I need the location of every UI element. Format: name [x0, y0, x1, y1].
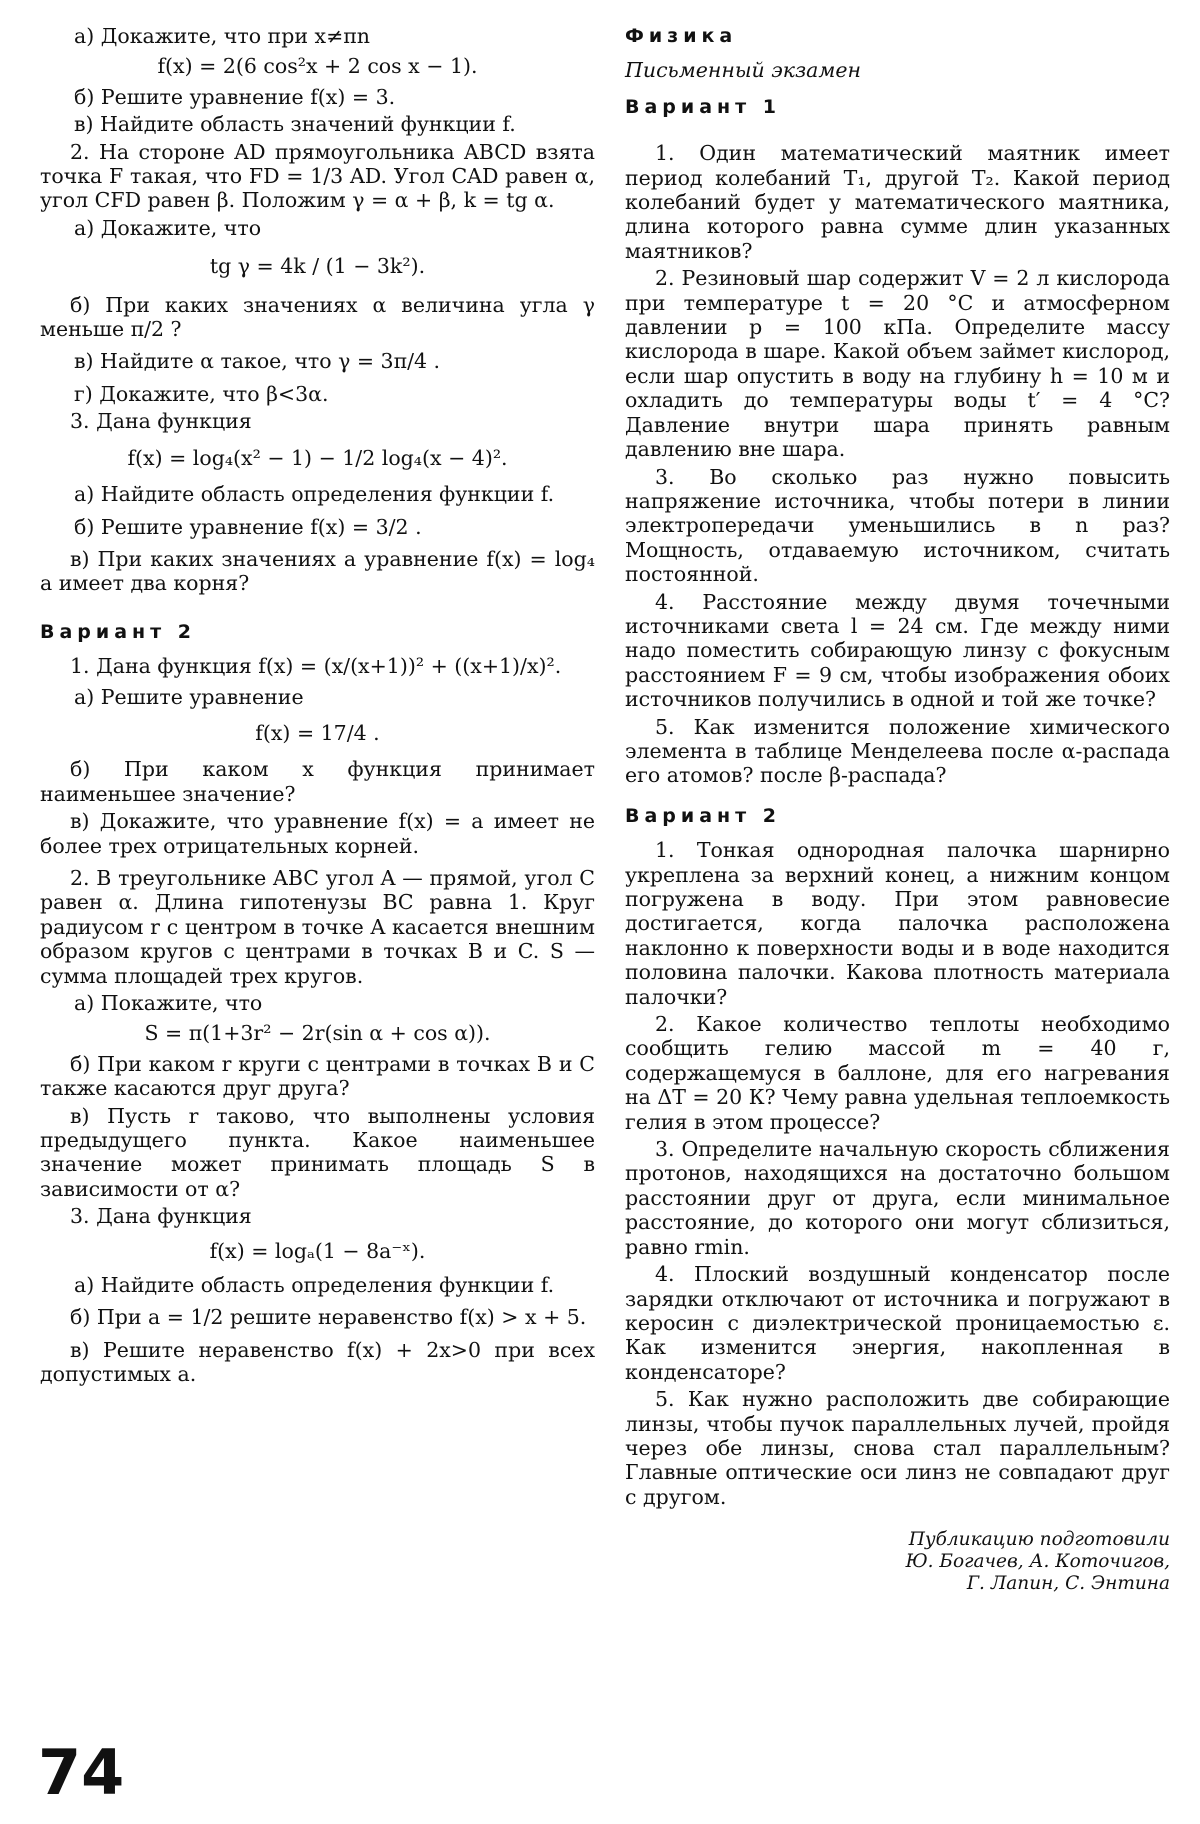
page-number: 74 — [38, 1736, 125, 1809]
physics-problem: 5. Как нужно расположить две собирающие линзы, чтобы пучок параллельных лучей, пройдя через обе линзы, снова стал параллельным? Главные оптические оси линз не совпадают друг с другом. — [625, 1387, 1170, 1509]
task-2-text: 2. На стороне AD прямоугольника ABCD взята точка F такая, что FD = 1/3 AD. Угол CAD равен α, угол CFD равен β. Положим γ = α + β, k = tg α. — [40, 139, 595, 213]
task-part-v: в) Найдите область значений функции f. — [74, 112, 516, 137]
v2-task-3-part-a: а) Найдите область определения функции f. — [74, 1273, 555, 1298]
variant-2-heading: Вариант 2 — [625, 804, 782, 827]
v2-task-1-part-b: б) При каком x функция принимает наименьшее значение? — [40, 757, 595, 806]
physics-problem: 3. Во сколько раз нужно повысить напряжение источника, чтобы потери в линии электропередачи уменьшились в n раз? Мощность, отдаваемую источником, считать постоянной. — [625, 464, 1170, 587]
v2-task-2-part-a: а) Покажите, что — [74, 991, 263, 1015]
task-3-part-v: в) При каких значениях a уравнение f(x) = log₄ a имеет два корня? — [40, 546, 595, 596]
task-3-part-a: а) Найдите область определения функции f. — [74, 482, 555, 507]
physics-problem: 2. Резиновый шар содержит V = 2 л кислорода при температуре t = 20 °C и атмосферном давлении p = 100 кПа. Определите массу кислорода в шаре. Какой объем займет кислород, если шар опустить в воду на глубину h = 10 м и охладить до температуры воды t′ = 4 °C? Давление внутри шара принять равным давлению вне шара. — [625, 266, 1170, 462]
task-3-part-b: б) Решите уравнение f(x) = 3/2 . — [74, 514, 422, 539]
v2-task-2: 2. В треугольнике ABC угол A — прямой, угол C равен α. Длина гипотенузы BC равна 1. Круг радиусом r с центром в точке A касается внешним образом кругов с центрами в точках B и C. S — сумма площадей трех кругов. — [40, 865, 595, 988]
physics-problem: 1. Тонкая однородная палочка шарнирно укреплена за верхний конец, а нижним концом погружена в воду. При этом равновесие достигается, когда палочка расположена наклонно к поверхности воды и в воде находится половина палочки. Какова плотность материала палочки? — [625, 838, 1170, 1009]
physics-problem: 3. Определите начальную скорость сближения протонов, находящихся на достаточно большом расстоянии друг от друга, если минимальное расстояние, до которого они могут сблизиться, равно rmin. — [625, 1137, 1170, 1259]
formula: tg γ = 4k / (1 − 3k²). — [209, 254, 426, 279]
physics-problem: 2. Какое количество теплоты необходимо сообщить гелию массой m = 40 г, содержащемуся в баллоне, для его нагревания на ΔT = 20 К? Чему равна удельная теплоемкость гелия в этом процессе? — [625, 1012, 1170, 1134]
right-column — [625, 24, 1170, 1595]
v2-task-3-part-v: в) Решите неравенство f(x) + 2x>0 при всех допустимых a. — [40, 1337, 595, 1387]
task-part-a: а) Докажите, что при x≠πn — [74, 24, 370, 48]
v2-task-2-part-v: в) Пусть r таково, что выполнены условия предыдущего пункта. Какое наименьшее значение может принимать площадь S в зависимости от α? — [40, 1103, 595, 1201]
credits — [625, 1529, 1170, 1595]
task-part-b: б) Решите уравнение f(x) = 3. — [74, 84, 396, 109]
task-2-part-g: г) Докажите, что β<3α. — [74, 381, 329, 406]
formula: f(x) = log₄(x² − 1) − 1/2 log₄(x − 4)². — [127, 445, 508, 470]
v2-task-2-part-b: б) При каком r круги с центрами в точках B и C также касаются друг друга? — [40, 1051, 595, 1101]
formula: f(x) = 2(6 cos²x + 2 cos x − 1). — [157, 54, 478, 79]
v2-task-3-head: 3. Дана функция — [70, 1204, 252, 1229]
task-2-part-a: а) Докажите, что — [74, 215, 262, 240]
credits-line: Публикацию подготовили — [908, 1529, 1170, 1551]
credits-line: Г. Лапин, С. Энтина — [966, 1573, 1170, 1595]
physics-problem: 1. Один математический маятник имеет период колебаний T₁, другой T₂. Какой период колебаний будет у математического маятника, длина которого равна сумме длин указанных маятников? — [625, 141, 1170, 263]
formula: S = π(1+3r² − 2r(sin α + cos α)). — [144, 1021, 491, 1046]
task-3-head: 3. Дана функция — [70, 409, 252, 434]
task-2-part-b: б) При каких значениях α величина угла γ меньше π/2 ? — [40, 292, 595, 342]
v2-task-3-part-b: б) При a = 1/2 решите неравенство f(x) > x + 5. — [70, 1305, 587, 1330]
variant-1-heading: Вариант 1 — [625, 95, 782, 118]
task-2-part-v: в) Найдите α такое, что γ = 3π/4 . — [74, 349, 441, 374]
variant-2-heading: Вариант 2 — [40, 620, 197, 643]
formula: f(x) = 17/4 . — [255, 720, 380, 745]
left-column — [40, 24, 595, 1390]
v2-task-1: 1. Дана функция f(x) = (x/(x+1))² + ((x+1)/x)². — [70, 654, 562, 679]
physics-problem: 4. Плоский воздушный конденсатор после зарядки отключают от источника и погружают в керосин с диэлектрической проницаемостью ε. Как изменится энергия, накопленная в конденсаторе? — [625, 1262, 1170, 1384]
credits-line: Ю. Богачев, А. Коточигов, — [905, 1551, 1170, 1573]
subject-heading: Физика — [625, 25, 738, 47]
physics-problem: 5. Как изменится положение химического элемента в таблице Менделеева после α-распада его атомов? после β-распада? — [625, 714, 1170, 788]
v2-task-1-part-v: в) Докажите, что уравнение f(x) = a имеет не более трех отрицательных корней. — [40, 809, 595, 858]
v2-task-1-part-a: а) Решите уравнение — [74, 684, 304, 709]
exam-subheading: Письменный экзамен — [625, 58, 862, 83]
physics-problem: 4. Расстояние между двумя точечными источниками света l = 24 см. Где между ними надо поместить собирающую линзу с фокусным расстоянием F = 9 см, чтобы изображения обоих источников получились в одной и той же точке? — [625, 589, 1170, 712]
formula: f(x) = logₐ(1 − 8a⁻ˣ). — [209, 1238, 426, 1263]
